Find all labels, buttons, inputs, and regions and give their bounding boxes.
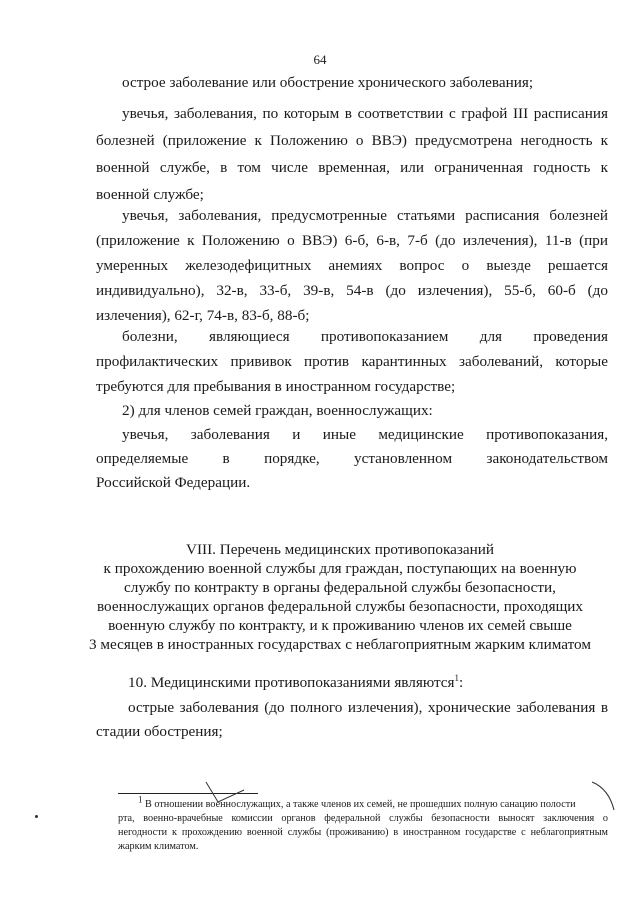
section-line: 10. Медицинскими противопоказаниями являются$^1$: <box>128 672 464 691</box>
footnote-text: В отношении военнослужащих, а также членов их семей, не прошедших полную санацию полости <box>145 799 576 810</box>
body-line: увечья, заболевания, предусмотренные статьями расписания болезней <box>122 207 608 224</box>
body-line: профилактических прививок против карантинных заболеваний, которые <box>96 353 608 370</box>
body-line: увечья, заболевания и иные медицинские противопоказания, <box>122 426 608 443</box>
body-line: определяемые в порядке, установленном законодательством <box>96 450 608 467</box>
section-heading-line: службу по контракту в органы федеральной службы безопасности, <box>124 579 556 596</box>
body-line: 2) для членов семей граждан, военнослужащих: <box>122 402 433 419</box>
section-line: стадии обострения; <box>96 723 223 740</box>
body-line: болезней (приложение к Положению о ВВЭ) предусмотрена негодность к <box>96 132 608 149</box>
body-line: Российской Федерации. <box>96 474 251 491</box>
section-heading-line: военнослужащих органов федеральной службы безопасности, проходящих <box>96 598 584 615</box>
body-line: острое заболевание или обострение хронического заболевания; <box>122 74 534 91</box>
scan-dot <box>35 815 38 818</box>
body-line: индивидуально), 32-в, 33-б, 39-в, 54-в (до излечения), 55-б, 60-б (до <box>96 282 608 299</box>
section-heading-line: VIII. Перечень медицинских противопоказаний <box>186 541 494 558</box>
body-line: (приложение к Положению о ВВЭ) 6-б, 6-в, 7-б (до излечения), 11-в (при <box>96 232 608 249</box>
body-line: военной службе; <box>96 186 204 203</box>
section-heading-line: 3 месяцев в иностранных государствах с неблагоприятным жарким климатом <box>89 636 591 653</box>
body-line: увечья, заболевания, по которым в соответствии с графой III расписания <box>122 105 608 122</box>
handwritten-mark <box>588 776 628 816</box>
body-line: умеренных железодефицитных анемиях вопрос о выезде решается <box>96 257 608 274</box>
section-line: острые заболевания (до полного излечения), хронические заболевания в <box>128 699 608 716</box>
footnote-line: рта, военно-врачебные комиссии органов федеральной службы безопасности выносят заключения о <box>118 813 608 824</box>
body-line: болезни, являющиеся противопоказанием для проведения <box>122 328 608 345</box>
body-line: излечения), 62-г, 74-в, 83-б, 88-б; <box>96 307 310 324</box>
section-heading-line: к прохождению военной службы для граждан, поступающих на военную <box>103 560 577 577</box>
footnote-line: негодности к прохождению военной службы (проживанию) в иностранном государстве с неблагоприятным <box>118 827 608 838</box>
handwritten-mark <box>200 780 250 810</box>
body-line: военной службе, в том числе временная, или ограниченная годность к <box>96 159 608 176</box>
body-line: требуются для пребывания в иностранном государстве; <box>96 378 456 395</box>
footnote-marker: 1 <box>138 794 143 805</box>
section-line-text: 10. Медицинскими противопоказаниями являются <box>128 674 455 691</box>
page-number: 64 <box>313 52 327 67</box>
footnote-reference: 1 <box>454 672 460 683</box>
section-heading-line: военную службу по контракту, и к проживанию членов их семей свыше <box>108 617 572 634</box>
footnote-line: жарким климатом. <box>118 841 199 852</box>
